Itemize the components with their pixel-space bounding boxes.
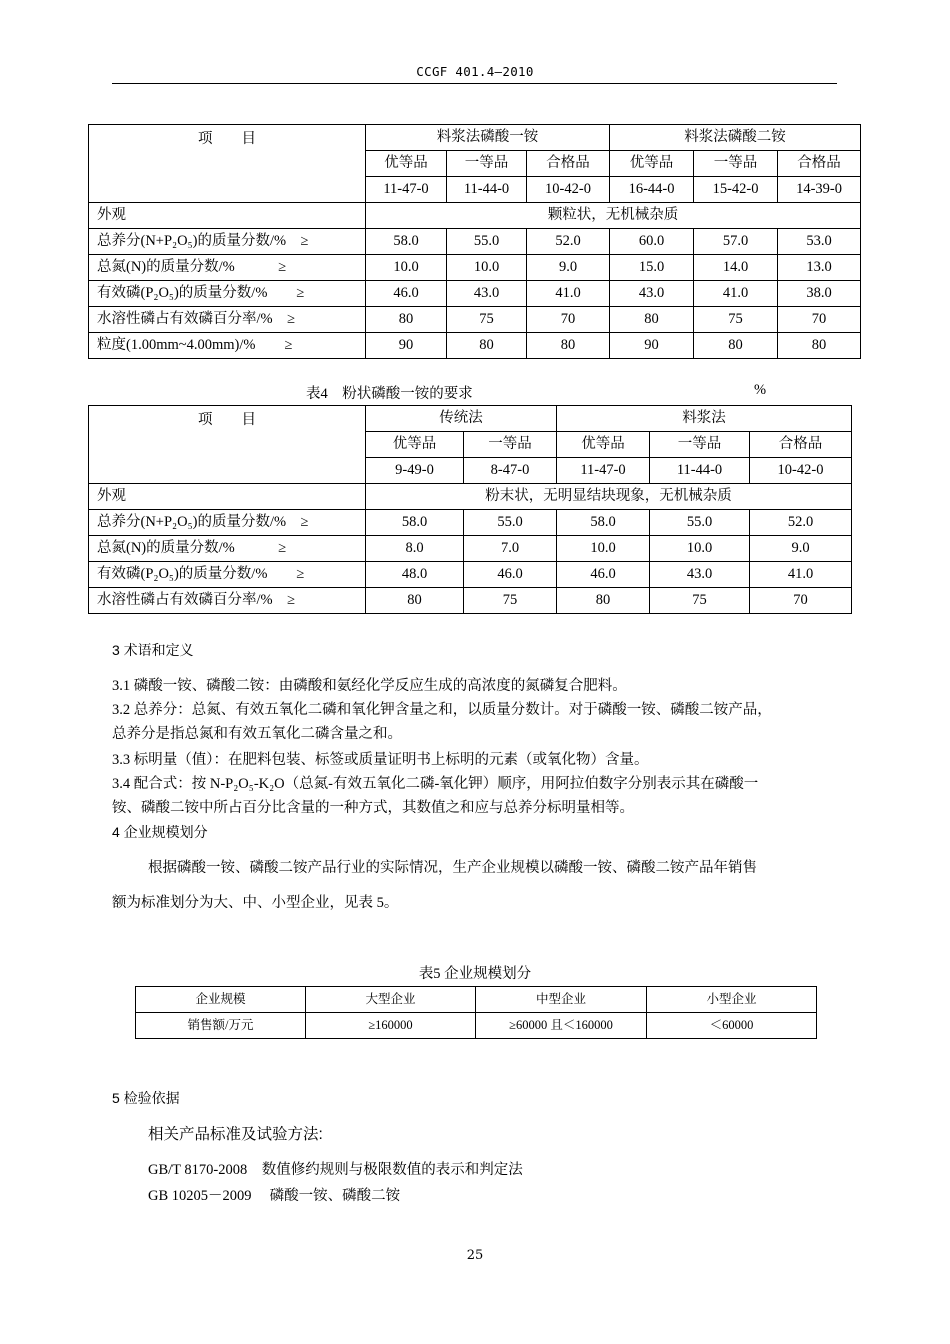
cell: 41.0: [527, 281, 610, 307]
cell: 10.0: [447, 255, 527, 281]
item-header: 项 目: [89, 406, 366, 484]
definition-3-2-line2: 总养分是指总氮和有效五氧化二磷含量之和。: [112, 726, 402, 742]
cell: 43.0: [650, 562, 750, 588]
cell: 70: [778, 307, 861, 333]
group-header-slurry: 料浆法: [557, 406, 852, 432]
cell: 7.0: [464, 536, 557, 562]
cell: 销售额/万元: [136, 1013, 306, 1039]
definition-3-4-line1: 3.4 配合式：按 N-P₂O₅-K₂O（总氮-有效五氧化二磷-氧化钾）顺序，用阿拉伯数字分别表示其在磷酸一: [112, 776, 759, 792]
definition-3-4-line2: 铵、磷酸二铵中所占百分比含量的一种方式，其数值之和应与总养分标明量相等。: [112, 800, 634, 816]
formula-header: 11-47-0: [557, 458, 650, 484]
cell: 43.0: [610, 281, 694, 307]
cell: 90: [366, 333, 447, 359]
section5-subtitle: 相关产品标准及试验方法:: [148, 1126, 323, 1143]
row-label: 水溶性磷占有效磷百分率/% ≥: [89, 307, 366, 333]
group-header-traditional: 传统法: [366, 406, 557, 432]
row-label: 有效磷(P₂O₅)的质量分数/% ≥: [89, 281, 366, 307]
cell: 13.0: [778, 255, 861, 281]
cell: 9.0: [750, 536, 852, 562]
cell: 10.0: [366, 255, 447, 281]
row-label: 总养分(N+P₂O₅)的质量分数/% ≥: [89, 510, 366, 536]
formula-header: 14-39-0: [778, 177, 861, 203]
cell: 70: [527, 307, 610, 333]
item-header: 项 目: [89, 125, 366, 203]
table-row: [89, 255, 861, 281]
appearance-label: 外观: [89, 203, 366, 229]
grade-header: 优等品: [610, 151, 694, 177]
cell: 43.0: [447, 281, 527, 307]
cell: 10.0: [557, 536, 650, 562]
table4-caption: 表4 粉状磷酸一铵的要求: [306, 386, 473, 402]
cell: 41.0: [694, 281, 778, 307]
cell: 58.0: [366, 510, 464, 536]
cell: 80: [447, 333, 527, 359]
grade-header: 优等品: [366, 432, 464, 458]
column-header: 大型企业: [306, 987, 476, 1013]
cell: 70: [750, 588, 852, 614]
cell: 75: [694, 307, 778, 333]
grade-header: 一等品: [447, 151, 527, 177]
cell: 80: [610, 307, 694, 333]
row-label: 总养分(N+P₂O₅)的质量分数/% ≥: [89, 229, 366, 255]
row-label: 有效磷(P₂O₅)的质量分数/% ≥: [89, 562, 366, 588]
definition-3-3: 3.3 标明量（值）：在肥料包装、标签或质量证明书上标明的元素（或氧化物）含量。: [112, 752, 649, 768]
page-number: 25: [466, 1248, 484, 1263]
cell: 15.0: [610, 255, 694, 281]
cell: ≥160000: [306, 1013, 476, 1039]
table-row: [89, 229, 861, 255]
section4-title: 4 企业规模划分: [112, 824, 208, 840]
row-label: 粒度(1.00mm~4.00mm)/% ≥: [89, 333, 366, 359]
table-row: [89, 510, 852, 536]
cell: 58.0: [557, 510, 650, 536]
column-header: 中型企业: [476, 987, 647, 1013]
cell: 75: [464, 588, 557, 614]
row-label: 总氮(N)的质量分数/% ≥: [89, 536, 366, 562]
cell: 55.0: [447, 229, 527, 255]
grade-header: 合格品: [778, 151, 861, 177]
column-header: 小型企业: [647, 987, 817, 1013]
cell: 46.0: [557, 562, 650, 588]
table-row: [89, 562, 852, 588]
cell: 58.0: [366, 229, 447, 255]
section5-title: 5 检验依据: [112, 1090, 180, 1106]
cell: 80: [366, 588, 464, 614]
cell: ＜60000: [647, 1013, 817, 1039]
table-row: [89, 536, 852, 562]
row-label: 水溶性磷占有效磷百分率/% ≥: [89, 588, 366, 614]
cell: 75: [447, 307, 527, 333]
cell: 38.0: [778, 281, 861, 307]
table-enterprise-scale: [135, 986, 817, 1039]
appearance-label: 外观: [89, 484, 366, 510]
cell: 46.0: [464, 562, 557, 588]
formula-header: 15-42-0: [694, 177, 778, 203]
cell: 8.0: [366, 536, 464, 562]
formula-header: 10-42-0: [527, 177, 610, 203]
cell: 75: [650, 588, 750, 614]
cell: 41.0: [750, 562, 852, 588]
formula-header: 11-44-0: [650, 458, 750, 484]
grade-header: 合格品: [527, 151, 610, 177]
cell: 80: [694, 333, 778, 359]
section3-title: 3 术语和定义: [112, 642, 194, 658]
table-granular-map-dap: [88, 124, 861, 359]
appearance-value: 粉末状，无明显结块现象，无机械杂质: [366, 484, 852, 510]
table4-unit: %: [754, 382, 767, 398]
cell: 9.0: [527, 255, 610, 281]
section4-paragraph-line1: 根据磷酸一铵、磷酸二铵产品行业的实际情况，生产企业规模以磷酸一铵、磷酸二铵产品年销售: [148, 860, 757, 876]
table-row: [89, 307, 861, 333]
column-header: 企业规模: [136, 987, 306, 1013]
cell: 80: [557, 588, 650, 614]
grade-header: 合格品: [750, 432, 852, 458]
table-row: [89, 281, 861, 307]
cell: 80: [778, 333, 861, 359]
cell: ≥60000 且＜160000: [476, 1013, 647, 1039]
table-row: [89, 588, 852, 614]
cell: 14.0: [694, 255, 778, 281]
cell: 90: [610, 333, 694, 359]
document-header-code: CCGF 401.4—2010: [416, 64, 534, 79]
grade-header: 一等品: [650, 432, 750, 458]
grade-header: 一等品: [464, 432, 557, 458]
cell: 60.0: [610, 229, 694, 255]
cell: 55.0: [464, 510, 557, 536]
row-label: 总氮(N)的质量分数/% ≥: [89, 255, 366, 281]
cell: 80: [366, 307, 447, 333]
header-rule: [112, 83, 837, 84]
formula-header: 9-49-0: [366, 458, 464, 484]
definition-3-2-line1: 3.2 总养分：总氮、有效五氧化二磷和氧化钾含量之和，以质量分数计。对于磷酸一铵、磷酸二铵产品，: [112, 702, 772, 718]
appearance-value: 颗粒状，无机械杂质: [366, 203, 861, 229]
grade-header: 优等品: [557, 432, 650, 458]
cell: 55.0: [650, 510, 750, 536]
reference-gb10205: GB 10205－2009 磷酸一铵、磷酸二铵: [148, 1188, 401, 1204]
section4-paragraph-line2: 额为标准划分为大、中、小型企业，见表 5。: [112, 895, 399, 911]
definition-3-1: 3.1 磷酸一铵、磷酸二铵：由磷酸和氨经化学反应生成的高浓度的氮磷复合肥料。: [112, 678, 627, 694]
cell: 80: [527, 333, 610, 359]
formula-header: 8-47-0: [464, 458, 557, 484]
formula-header: 16-44-0: [610, 177, 694, 203]
formula-header: 10-42-0: [750, 458, 852, 484]
formula-header: 11-47-0: [366, 177, 447, 203]
cell: 52.0: [750, 510, 852, 536]
reference-gbt8170: GB/T 8170-2008 数值修约规则与极限数值的表示和判定法: [148, 1162, 523, 1178]
cell: 46.0: [366, 281, 447, 307]
table5-caption: 表5 企业规模划分: [418, 966, 532, 982]
cell: 57.0: [694, 229, 778, 255]
table-row: [136, 1013, 817, 1039]
grade-header: 优等品: [366, 151, 447, 177]
formula-header: 11-44-0: [447, 177, 527, 203]
grade-header: 一等品: [694, 151, 778, 177]
group-header-map: 料浆法磷酸一铵: [366, 125, 610, 151]
cell: 53.0: [778, 229, 861, 255]
cell: 48.0: [366, 562, 464, 588]
group-header-dap: 料浆法磷酸二铵: [610, 125, 861, 151]
table-row: [89, 333, 861, 359]
table-powder-map: [88, 405, 852, 614]
cell: 52.0: [527, 229, 610, 255]
cell: 10.0: [650, 536, 750, 562]
